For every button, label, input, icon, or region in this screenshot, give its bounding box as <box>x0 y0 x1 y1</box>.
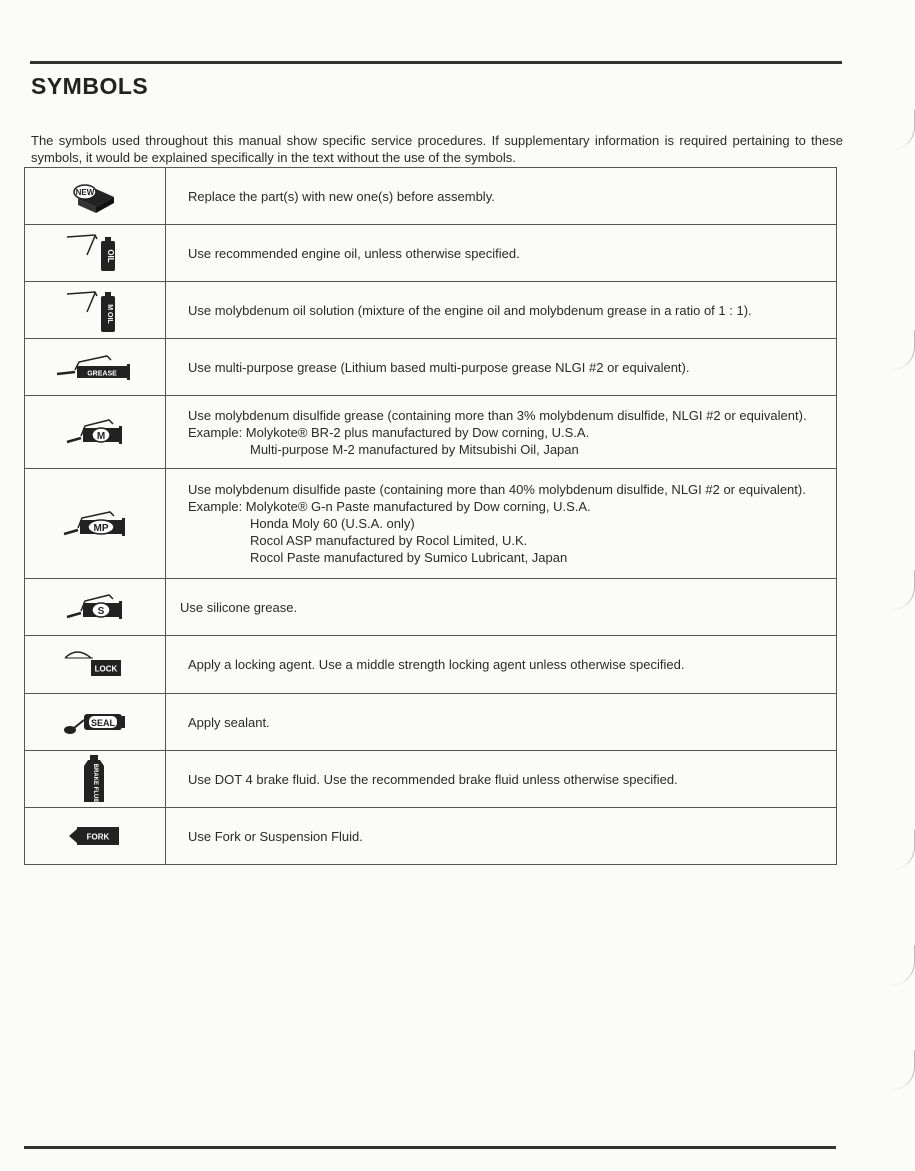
symbol-example: Example: Molykote® G-n Paste manufactured by Dow corning, U.S.A. <box>188 499 591 514</box>
svg-text:SEAL: SEAL <box>90 718 116 728</box>
table-row <box>25 579 837 636</box>
icon-cell <box>25 282 166 339</box>
symbol-description: Use silicone grease. <box>166 579 837 636</box>
symbol-text: Use molybdenum disulfide grease (containing more than 3% molybdenum disulfide, NLGI #2 or equivalent). <box>188 407 807 423</box>
grease-gun-icon <box>55 352 135 382</box>
moly-oil-icon <box>65 286 125 334</box>
svg-text:LOCK: LOCK <box>94 664 118 673</box>
svg-text:BRAKE FLUID: BRAKE FLUID <box>92 763 98 804</box>
svg-text:M OIL: M OIL <box>106 304 113 324</box>
table-row <box>25 808 837 865</box>
fork-fluid-icon <box>67 823 123 849</box>
locking-agent-icon <box>63 648 127 682</box>
icon-cell <box>25 636 166 694</box>
icon-cell <box>25 168 166 225</box>
symbol-description <box>166 469 837 579</box>
svg-text:OIL: OIL <box>106 249 115 263</box>
brake-fluid-icon <box>80 754 110 804</box>
icon-cell <box>25 396 166 469</box>
icon-cell <box>25 469 166 579</box>
table-row <box>25 469 837 579</box>
page-title: SYMBOLS <box>31 73 149 99</box>
svg-text:FORK: FORK <box>86 832 110 842</box>
binder-hole-mark <box>892 945 915 985</box>
symbol-example-line: Multi-purpose M-2 manufactured by Mitsubishi Oil, Japan <box>250 441 579 457</box>
table-row <box>25 751 837 808</box>
svg-text:NEW: NEW <box>75 188 95 197</box>
moly-paste-icon <box>62 508 128 540</box>
table-row <box>25 636 837 694</box>
svg-text:S: S <box>97 606 105 617</box>
symbol-description <box>166 396 837 469</box>
binder-hole-mark <box>892 110 915 150</box>
symbol-description: Use multi-purpose grease (Lithium based multi-purpose grease NLGI #2 or equivalent). <box>166 339 837 396</box>
symbol-description: Use recommended engine oil, unless otherwise specified. <box>166 225 837 282</box>
symbol-example-line: Rocol ASP manufactured by Rocol Limited, U.K. <box>250 533 528 548</box>
new-part-icon <box>70 179 120 213</box>
table-row <box>25 396 837 469</box>
svg-text:M: M <box>96 431 106 442</box>
symbol-example: Example: Molykote® BR-2 plus manufactured by Dow corning, U.S.A. <box>188 424 590 440</box>
binder-hole-mark <box>892 830 915 870</box>
icon-cell <box>25 751 166 808</box>
top-rule <box>30 61 842 64</box>
svg-text:MP: MP <box>93 522 109 534</box>
binder-hole-mark <box>892 570 915 610</box>
icon-cell <box>25 579 166 636</box>
table-row <box>25 225 837 282</box>
symbol-text: Use molybdenum disulfide paste (containing more than 40% molybdenum disulfide, NLGI #2 or equivalent). <box>188 482 806 497</box>
sealant-icon <box>62 706 128 738</box>
icon-cell <box>25 694 166 751</box>
intro-paragraph: The symbols used throughout this manual show specific service procedures. If supplementary information is required pertaining to these symbols, it would be explained specifically in the text without the use of the symbols. <box>31 133 843 165</box>
symbol-example-line: Honda Moly 60 (U.S.A. only) <box>250 516 415 531</box>
icon-cell <box>25 225 166 282</box>
symbol-example-line: Rocol Paste manufactured by Sumico Lubricant, Japan <box>250 550 568 565</box>
silicone-grease-icon <box>65 591 125 623</box>
table-row <box>25 339 837 396</box>
icon-cell <box>25 808 166 865</box>
symbol-description: Use DOT 4 brake fluid. Use the recommended brake fluid unless otherwise specified. <box>166 751 837 808</box>
table-row <box>25 282 837 339</box>
table-row <box>25 694 837 751</box>
table-row <box>25 168 837 225</box>
symbols-table <box>24 167 837 865</box>
moly-grease-icon <box>65 416 125 448</box>
icon-cell <box>25 339 166 396</box>
bottom-rule <box>24 1146 836 1149</box>
symbol-description: Apply a locking agent. Use a middle strength locking agent unless otherwise specified. <box>166 636 837 694</box>
engine-oil-icon <box>65 231 125 275</box>
symbol-description: Replace the part(s) with new one(s) before assembly. <box>166 168 837 225</box>
binder-hole-mark <box>892 1050 915 1090</box>
binder-hole-mark <box>892 330 915 370</box>
svg-text:GREASE: GREASE <box>87 370 117 378</box>
symbol-description: Use molybdenum oil solution (mixture of the engine oil and molybdenum grease in a ratio of 1 : 1). <box>166 282 837 339</box>
symbol-description: Apply sealant. <box>166 694 837 751</box>
symbol-description: Use Fork or Suspension Fluid. <box>166 808 837 865</box>
